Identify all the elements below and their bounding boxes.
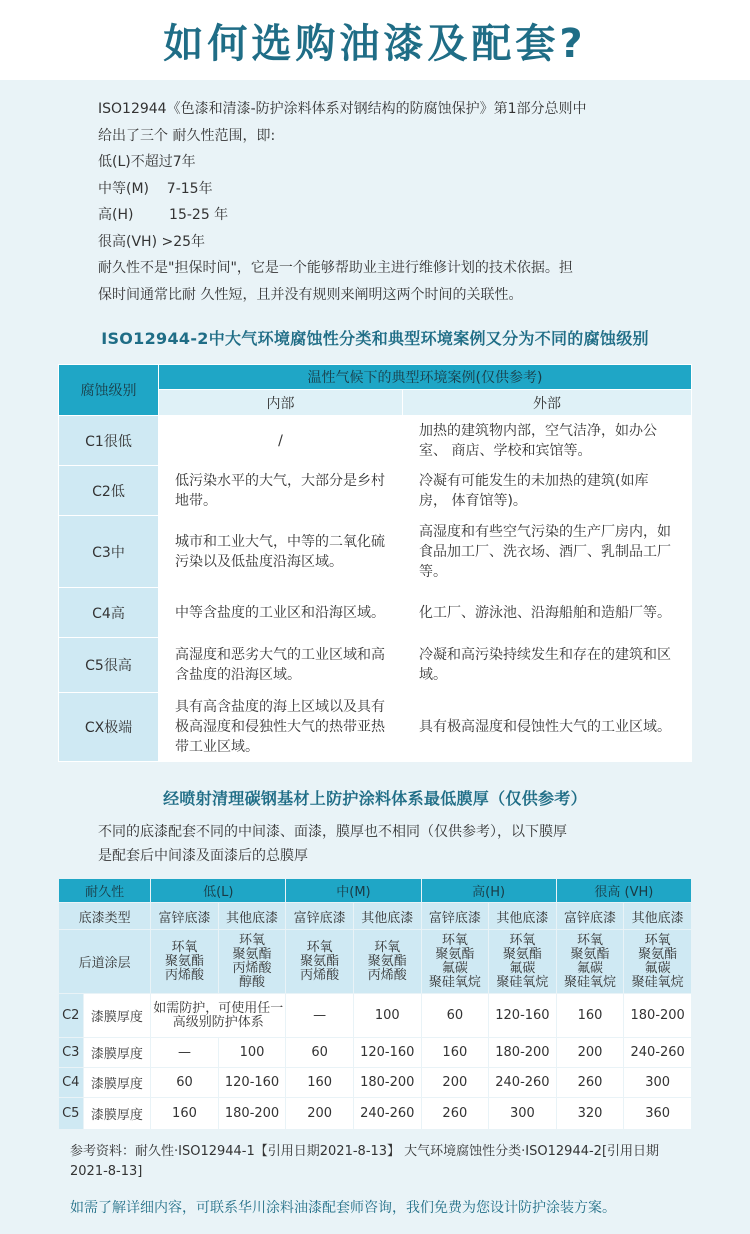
intro-line: 低(L)不超过7年 <box>98 154 196 170</box>
intro-line: 给出了三个 耐久性范围，即: <box>98 127 276 144</box>
thickness-cell: 60 <box>151 1068 219 1098</box>
topcoat-cell: 环氧 聚氨酯 氟碳 聚硅氧烷 <box>489 930 557 994</box>
class-cell: C4 <box>59 1068 84 1098</box>
section1-title: ISO12944-2中大气环境腐蚀性分类和典型环境案例又分为不同的腐蚀级别 <box>101 329 649 348</box>
thickness-label: 漆膜厚度 <box>83 1068 151 1098</box>
topcoat-cell: 环氧 聚氨酯 氟碳 聚硅氧烷 <box>624 930 692 994</box>
thickness-cell: — <box>151 1038 219 1068</box>
inner-cell: 具有高含盐度的海上区域以及具有极高湿度和侵独性大气的热带亚热带工业区域。 <box>159 693 403 762</box>
level-cell: CX极端 <box>59 693 159 762</box>
outer-cell: 高湿度和有些空气污染的生产厂房内，如食品加工厂、洗衣场、酒厂、乳制品工厂等。 <box>403 516 692 588</box>
outer-cell: 具有极高湿度和侵蚀性大气的工业区域。 <box>403 693 692 762</box>
thickness-label: 漆膜厚度 <box>83 994 151 1038</box>
thickness-cell: 360 <box>624 1098 692 1130</box>
intro-line: 保时间通常比耐 久性短，且并没有规则来阐明这两个时间的关联性。 <box>98 286 523 303</box>
level-cell: C3中 <box>59 516 159 588</box>
thickness-cell: 60 <box>286 1038 354 1068</box>
inner-cell: 城市和工业大气，中等的二氧化硫污染以及低盐度沿海区域。 <box>159 516 403 588</box>
note-line: 是配套后中间漆及面漆后的总膜厚 <box>98 848 308 864</box>
thickness-cell: 240-260 <box>353 1098 421 1130</box>
primer-label: 底漆类型 <box>59 903 151 930</box>
thickness-cell: 180-200 <box>218 1098 286 1130</box>
level-cell: C5很高 <box>59 638 159 693</box>
thickness-cell: 240-260 <box>624 1038 692 1068</box>
thickness-cell: 120-160 <box>353 1038 421 1068</box>
header-low: 低(L) <box>151 879 286 903</box>
header-level: 腐蚀级别 <box>59 365 159 416</box>
primer-cell: 其他底漆 <box>353 903 421 930</box>
contact-note: 如需了解详细内容，可联系华川涂料油漆配套师咨询，我们免费为您设计防护涂装方案。 <box>70 1200 616 1216</box>
level-cell: C1很低 <box>59 416 159 466</box>
primer-cell: 富锌底漆 <box>151 903 219 930</box>
header-very-high: 很高 (VH) <box>556 879 691 903</box>
thickness-cell: 160 <box>556 994 624 1038</box>
primer-cell: 富锌底漆 <box>286 903 354 930</box>
topcoat-cell: 环氧 聚氨酯 丙烯酸 <box>286 930 354 994</box>
outer-cell: 化工厂、游泳池、沿海船舶和造船厂等。 <box>403 588 692 638</box>
thickness-cell: 100 <box>218 1038 286 1068</box>
thickness-cell: 160 <box>421 1038 489 1068</box>
thickness-cell: 180-200 <box>489 1038 557 1068</box>
class-cell: C3 <box>59 1038 84 1068</box>
outer-cell: 加热的建筑物内部，空气洁净，如办公室、 商店、学校和宾馆等。 <box>403 416 692 466</box>
thickness-cell: 100 <box>353 994 421 1038</box>
header-high: 高(H) <box>421 879 556 903</box>
class-cell: C2 <box>59 994 84 1038</box>
topcoat-cell: 环氧 聚氨酯 丙烯酸 <box>353 930 421 994</box>
inner-cell: / <box>159 416 403 466</box>
outer-cell: 冷凝和高污染持续发生和存在的建筑和区域。 <box>403 638 692 693</box>
header-outer: 外部 <box>403 390 692 416</box>
thickness-cell: 320 <box>556 1098 624 1130</box>
thickness-cell: 200 <box>286 1098 354 1130</box>
topcoat-cell: 环氧 聚氨酯 丙烯酸 醇酸 <box>218 930 286 994</box>
intro-line: 很高(VH) >25年 <box>98 233 206 250</box>
corrosion-table <box>58 364 692 762</box>
thickness-cell: 120-160 <box>489 994 557 1038</box>
film-thickness-table <box>58 878 692 1130</box>
thickness-cell: 300 <box>624 1068 692 1098</box>
primer-cell: 其他底漆 <box>624 903 692 930</box>
thickness-cell: — <box>286 994 354 1038</box>
topcoat-cell: 环氧 聚氨酯 氟碳 聚硅氧烷 <box>556 930 624 994</box>
thickness-cell: 180-200 <box>624 994 692 1038</box>
references: 参考资料：耐久性·ISO12944-1【引用日期2021-8-13】 大气环境腐蚀性分类·ISO12944-2[引用日期 2021-8-13] <box>70 1144 660 1179</box>
intro-line: 中等(M) 7-15年 <box>98 180 213 197</box>
header-inner: 内部 <box>159 390 403 416</box>
level-cell: C4高 <box>59 588 159 638</box>
primer-cell: 富锌底漆 <box>556 903 624 930</box>
thickness-cell: 240-260 <box>489 1068 557 1098</box>
inner-cell: 高湿度和恶劣大气的工业区域和高含盐度的沿海区域。 <box>159 638 403 693</box>
thickness-cell: 180-200 <box>353 1068 421 1098</box>
section2-title: 经喷射清理碳钢基材上防护涂料体系最低膜厚（仅供参考） <box>163 789 587 808</box>
thickness-cell: 160 <box>151 1098 219 1130</box>
thickness-cell: 200 <box>556 1038 624 1068</box>
page-title: 如何选购油漆及配套? <box>163 20 587 67</box>
intro-line: ISO12944《色漆和清漆-防护涂料体系对钢结构的防腐蚀保护》第1部分总则中 <box>98 101 587 117</box>
thickness-cell: 260 <box>421 1098 489 1130</box>
thickness-cell: 200 <box>421 1068 489 1098</box>
thickness-label: 漆膜厚度 <box>83 1038 151 1068</box>
outer-cell: 冷凝有可能发生的未加热的建筑(如库房， 体育馆等)。 <box>403 466 692 516</box>
thickness-cell: 120-160 <box>218 1068 286 1098</box>
thickness-cell: 60 <box>421 994 489 1038</box>
primer-cell: 其他底漆 <box>218 903 286 930</box>
topcoat-cell: 环氧 聚氨酯 丙烯酸 <box>151 930 219 994</box>
intro-line: 耐久性不是"担保时间"，它是一个能够帮助业主进行维修计划的技术依据。担 <box>98 260 573 276</box>
header-environment: 温性气候下的典型环境案例(仅供参考) <box>159 365 692 390</box>
header-durability: 耐久性 <box>59 879 151 903</box>
section2-note <box>98 820 567 868</box>
primer-cell: 其他底漆 <box>489 903 557 930</box>
merged-note: 如需防护，可使用任一高级别防护体系 <box>151 994 286 1038</box>
note-line: 不同的底漆配套不同的中间漆、面漆，膜厚也不相同（仅供参考），以下膜厚 <box>98 824 567 840</box>
inner-cell: 低污染水平的大气，大部分是乡村地带。 <box>159 466 403 516</box>
header-medium: 中(M) <box>286 879 421 903</box>
thickness-cell: 300 <box>489 1098 557 1130</box>
thickness-label: 漆膜厚度 <box>83 1098 151 1130</box>
inner-cell: 中等含盐度的工业区和沿海区域。 <box>159 588 403 638</box>
topcoat-cell: 环氧 聚氨酯 氟碳 聚硅氧烷 <box>421 930 489 994</box>
primer-cell: 富锌底漆 <box>421 903 489 930</box>
thickness-cell: 160 <box>286 1068 354 1098</box>
thickness-cell: 260 <box>556 1068 624 1098</box>
level-cell: C2低 <box>59 466 159 516</box>
topcoat-label: 后道涂层 <box>59 930 151 994</box>
intro-text <box>0 80 750 308</box>
intro-line: 高(H) 15-25 年 <box>98 207 229 223</box>
class-cell: C5 <box>59 1098 84 1130</box>
page-header <box>0 0 750 80</box>
